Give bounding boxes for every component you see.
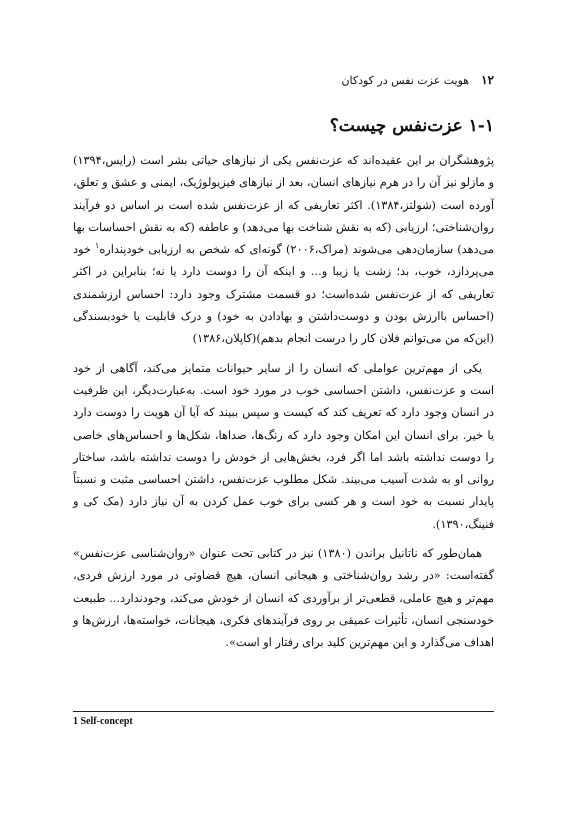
footnote-reference: ۱ [95, 241, 100, 251]
paragraph-1 [73, 150, 494, 351]
footnote: 1 Self-concept [73, 716, 133, 727]
section-title: ۱-۱ عزت‌نفس چیست؟ [329, 116, 494, 136]
footnote-divider [73, 711, 494, 712]
running-head [73, 70, 494, 90]
page-number: ۱۲ [481, 73, 494, 87]
paragraph-1-part-a: پژوهشگران بر این عقیده‌اند که عزت‌نفس یکی از نیازهای حیاتی بشر است (رایس،۱۳۹۴) و مازلو نیز آن را در هرم نیازهای انسان، بعد از نیازهای فیزیولوژیک، ایمنی و عشق و تعلق، آورده است (شولتز،۱۳۸۴). اکثر تعاریفی که از عزت‌نفس شده است بر اساس دو فرآیند روان‌شناختی؛ ارزیابی (که به نقش شناخت بها می‌دهد) و عاطفه (که به نقش احساسات بها می‌دهد) سازمان‌دهی می‌شوند (مراک،۲۰۰۶) گونه‌ای که شخص به ارزیابی خودپنداره [73, 154, 494, 257]
body-text [73, 150, 494, 662]
paragraph-1-part-b: خود می‌پردازد، خوب، بد؛ زشت یا زیبا و... و اینکه آن را دوست دارد یا نه؛ بنابراین در اکثر تعاریفی که از عزت‌نفس شده‌است؛ دو قسمت مشترک وجود دارد: احساس ارزشمندی (احساس باارزش بودن و دوست‌داشتن و بهادادن به خود) و درک قابلیت یا خودبسندگی (این‌که من می‌توانم فلان کار را درست انجام بدهم)(کاپلان،۱۳۸۶) [73, 243, 494, 346]
paragraph-3: همان‌طور که ناتانیل براندن (۱۳۸۰) نیز در کتابی تحت عنوان «روان‌شناسی عزت‌نفس» گفته‌است: «در رشد روان‌شناختی و هیجانی انسان، هیچ قضاوتی در مورد ارزش فردی، مهم‌تر و هیچ عاملی، قطعی‌تر از برآوردی که انسان از خودش می‌کند، وجودندارد... طبیعت خودسنجی انسان، تأثیرات عمیقی بر روی فرآیندهای فکری، هیجانات، خواسته‌ها، ارزش‌ها و اهداف می‌گذارد و این مهم‌ترین کلید برای رفتار او است». [73, 547, 494, 650]
running-head-title: هویت عزت نفس در کودکان [341, 73, 470, 87]
paragraph-2: یکی از مهم‌ترین عواملی که انسان را از سایر حیوانات متمایز می‌کند، آگاهی از خود است و عزت‌نفس، داشتن احساسی خوب در مورد خود است. به‌عبارت‌دیگر، این ظرفیت در انسان وجود دارد که تعریف کند که کیست و سپس ببیند که آیا آن هویت را دوست دارد یا خیر. برای انسان این امکان وجود دارد که رنگ‌ها، صداها، شکل‌ها و احساس‌های خاصی را دوست نداشته باشد اما اگر فرد، بخش‌هایی از خودش را دوست نداشته باشد، ساختار روانی او به شدت آسیب می‌بیند. شکل مطلوب عزت‌نفس، داشتن احساسی مثبت و نسبتاً پایدار نسبت به خود است و هر کسی برای خوب عمل کردن به آن نیاز دارد (مک کی و فنینگ،۱۳۹۰). [73, 361, 494, 531]
